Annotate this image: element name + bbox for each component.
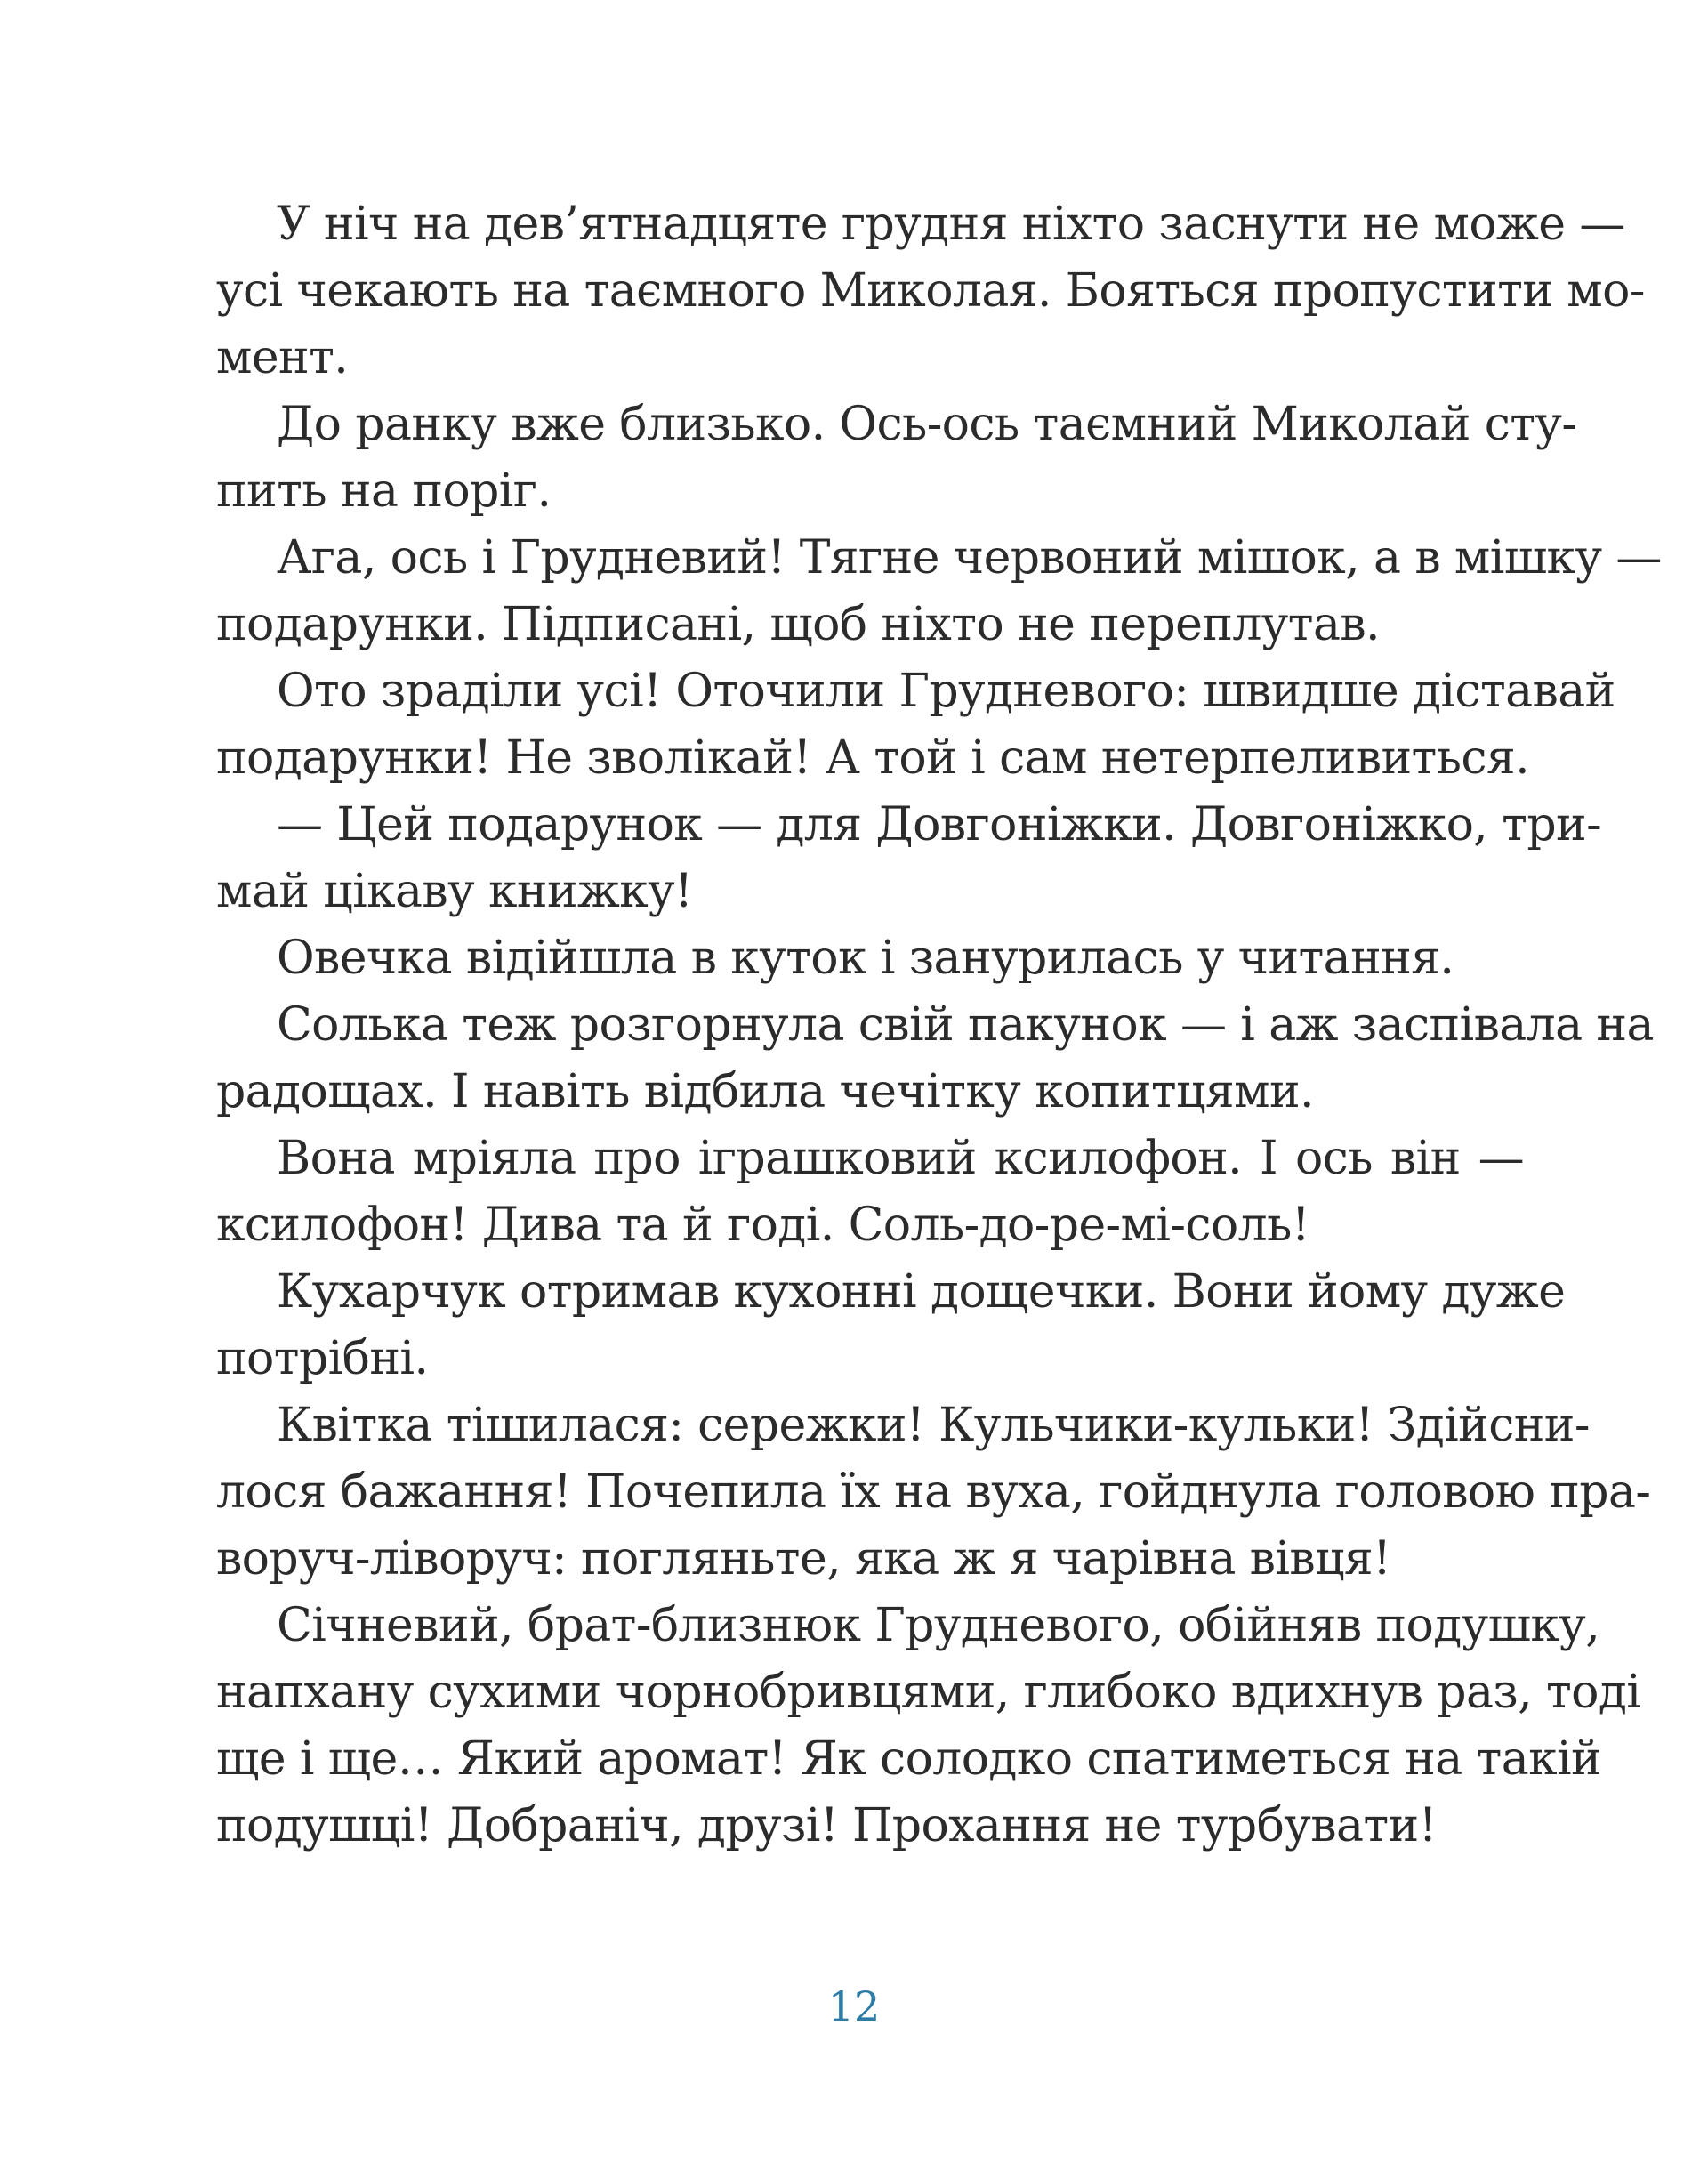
text-line: Солька теж розгорнула свій пакунок — і аж заспівала на: [277, 998, 1654, 1052]
text-line: радощах. І навіть відбила чечітку копитцями.: [216, 1065, 1314, 1118]
text-line: Ото зраділи усі! Оточили Грудневого: швидше діставай: [277, 665, 1615, 718]
paragraph: [216, 925, 1524, 992]
paragraph: [216, 1392, 1651, 1593]
text-line: напхану сухими чорнобривцями, глибоко вдихнув раз, тоді: [216, 1666, 1641, 1719]
text-line: До ранку вже близько. Ось-ось таємний Миколай сту-: [277, 398, 1577, 451]
text-line: пить на поріг.: [216, 464, 552, 518]
text-line: Овечка відійшла в куток і занурилась у читання.: [277, 932, 1454, 985]
text-line: Ага, ось і Грудневий! Тягне червоний мішок, а в мішку —: [277, 531, 1662, 585]
paragraph: [216, 992, 1654, 1126]
paragraph: [216, 658, 1615, 792]
text-line: Вона мріяла про іграшковий ксилофон. І ось він —: [277, 1132, 1524, 1185]
paragraph: [216, 191, 1645, 391]
text-line: ксилофон! Дива та й годі. Соль-до-ре-мі-соль!: [216, 1198, 1310, 1252]
text-line: подарунки. Підписані, щоб ніхто не переплутав.: [216, 598, 1380, 651]
text-line: лося бажання! Почепила їх на вуха, гойднула головою пра-: [216, 1465, 1651, 1519]
text-line: потрібні.: [216, 1332, 429, 1385]
text-line: подушці! Добраніч, друзі! Прохання не турбувати!: [216, 1799, 1437, 1852]
text-line: воруч-ліворуч: погляньте, яка ж я чарівна вівця!: [216, 1532, 1391, 1586]
text-line: май цікаву книжку!: [216, 865, 693, 918]
text-line: Квітка тішилася: сережки! Кульчики-кульки! Здійсни-: [277, 1399, 1590, 1452]
paragraph: [216, 1593, 1641, 1860]
paragraph: [216, 792, 1602, 925]
page-body-text: [216, 191, 1662, 1860]
text-line: усі чекають на таємного Миколая. Бояться пропустити мо-: [216, 264, 1645, 318]
paragraph: [216, 525, 1662, 658]
text-line: подарунки! Не зволікай! А той і сам нетерпеливиться.: [216, 731, 1530, 785]
page-number: 12: [827, 1982, 881, 2030]
text-line: Січневий, брат-близнюк Грудневого, обійняв подушку,: [277, 1599, 1600, 1652]
text-line: мент.: [216, 331, 349, 384]
paragraph: [216, 1259, 1566, 1392]
text-line: Кухарчук отримав кухонні дощечки. Вони йому дуже: [277, 1265, 1566, 1319]
paragraph: [216, 1126, 1524, 1259]
text-line: ще і ще… Який аромат! Як солодко спатиметься на такій: [216, 1732, 1602, 1786]
paragraph: [216, 391, 1577, 525]
text-line: — Цей подарунок — для Довгоніжки. Довгоніжко, три-: [277, 798, 1602, 851]
text-line: У ніч на дев’ятнадцяте грудня ніхто заснути не може —: [277, 198, 1625, 251]
